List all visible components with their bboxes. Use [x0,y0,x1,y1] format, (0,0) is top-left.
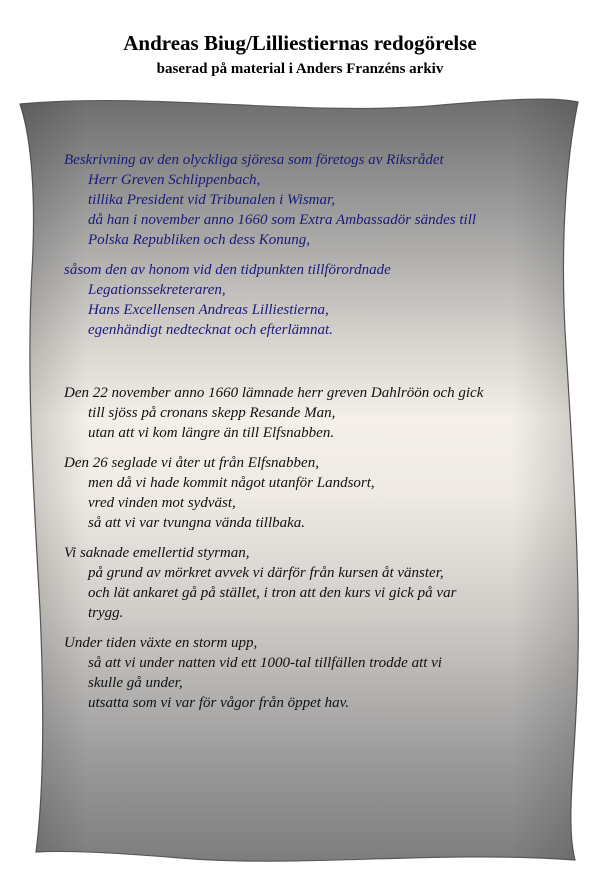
story-line: så att vi under natten vid ett 1000-tal tillfällen trodde att vi [88,655,442,671]
story-line: Under tiden växte en storm upp, [64,635,258,651]
story-line: så att vi var tvungna vända tillbaka. [88,515,306,531]
story-line: och lät ankaret gå på stället, i tron att den kurs vi gick på var [88,585,457,601]
intro-line: egenhändigt nedtecknat och efterlämnat. [88,322,333,338]
story-line: trygg. [88,605,124,621]
intro-line: tillika President vid Tribunalen i Wismar, [88,192,335,208]
intro-line: då han i november anno 1660 som Extra Ambassadör sändes till [88,212,477,228]
story-line: vred vinden mot sydväst, [88,495,236,511]
story-line: utsatta som vi var för vågor från öppet hav. [88,695,349,711]
intro-paragraph [64,150,564,250]
story-paragraph [64,453,564,533]
story-block [64,383,564,713]
page-title: Andreas Biug/Lilliestiernas redogörelse [123,31,477,55]
intro-line: Beskrivning av den olyckliga sjöresa som företogs av Riksrådet [64,152,444,168]
story-line: Den 22 november anno 1660 lämnade herr greven Dahlröön och gick [64,385,484,401]
intro-line: såsom den av honom vid den tidpunkten tillförordnade [64,262,391,278]
story-line: skulle gå under, [88,675,183,691]
intro-block [64,150,564,340]
intro-line: Polska Republiken och dess Konung, [88,232,311,248]
intro-line: Herr Greven Schlippenbach, [88,172,261,188]
story-line: Vi saknade emellertid styrman, [64,545,250,561]
document-body [64,150,564,713]
story-line: men då vi hade kommit något utanför Landsort, [88,475,375,491]
story-line: utan att vi kom längre än till Elfsnabben. [88,425,335,441]
intro-line: Legationssekreteraren, [88,282,226,298]
story-paragraph [64,543,564,623]
story-line: till sjöss på cronans skepp Resande Man, [88,405,336,421]
story-paragraph [64,633,564,713]
page-subtitle: baserad på material i Anders Franzéns arkiv [156,61,444,77]
story-line: på grund av mörkret avvek vi därför från kursen åt vänster, [88,565,444,581]
intro-line: Hans Excellensen Andreas Lilliestierna, [88,302,329,318]
intro-paragraph [64,260,564,340]
story-paragraph [64,383,564,443]
story-line: Den 26 seglade vi åter ut från Elfsnabben, [64,455,319,471]
